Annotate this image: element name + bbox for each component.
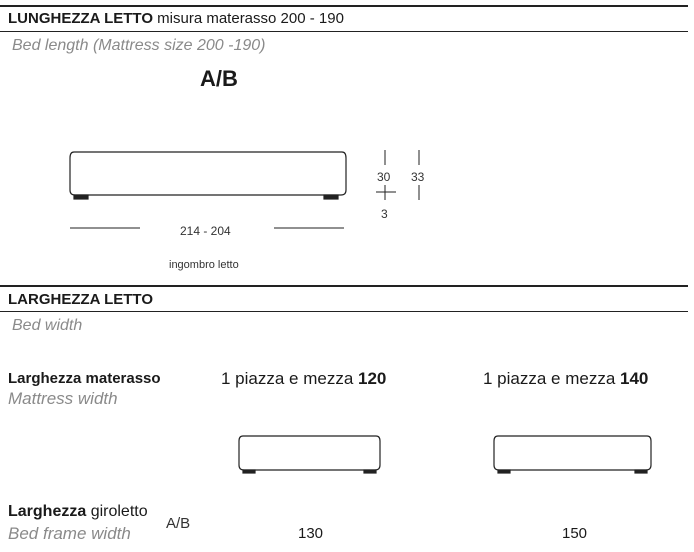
height-base: 30 xyxy=(377,170,391,184)
frame-model: A/B xyxy=(166,515,191,532)
mattress-width-label: Larghezza materasso xyxy=(8,370,161,387)
bed-140-foot-right xyxy=(635,470,647,473)
bed-140-foot-left xyxy=(498,470,510,473)
bed-120-foot-left xyxy=(243,470,255,473)
length-title-rest: misura materasso 200 - 190 xyxy=(153,10,344,27)
size-140-text: 1 piazza e mezza xyxy=(483,369,621,388)
length-note: ingombro letto xyxy=(169,259,239,271)
height-feet: 3 xyxy=(381,207,388,221)
bed-width-view-120 xyxy=(239,436,380,473)
frame-width-rest: giroletto xyxy=(86,503,148,520)
frame-value-130: 130 xyxy=(298,525,324,542)
width-title-bold: LARGHEZZA LETTO xyxy=(8,291,153,308)
bed-side-view xyxy=(70,152,346,199)
bed-120-foot-right xyxy=(364,470,376,473)
bed-foot-right xyxy=(324,195,338,199)
size-120-value: 120 xyxy=(358,369,387,388)
mattress-width-sub: Mattress width xyxy=(8,389,118,408)
frame-value-150: 150 xyxy=(562,525,588,542)
size-140-value: 140 xyxy=(620,369,649,388)
size-120-text: 1 piazza e mezza xyxy=(221,369,359,388)
length-subtitle: Bed length (Mattress size 200 -190) xyxy=(12,37,266,54)
frame-width-sub: Bed frame width xyxy=(8,524,131,543)
bed-foot-left xyxy=(74,195,88,199)
width-subtitle: Bed width xyxy=(12,317,83,334)
height-total: 33 xyxy=(411,170,425,184)
model-label: A/B xyxy=(200,66,238,91)
bed-width-view-140 xyxy=(494,436,651,473)
frame-width-bold: Larghezza xyxy=(8,503,87,520)
length-title-bold: LUNGHEZZA LETTO xyxy=(8,10,153,27)
length-dimension: 214 - 204 xyxy=(180,224,231,238)
